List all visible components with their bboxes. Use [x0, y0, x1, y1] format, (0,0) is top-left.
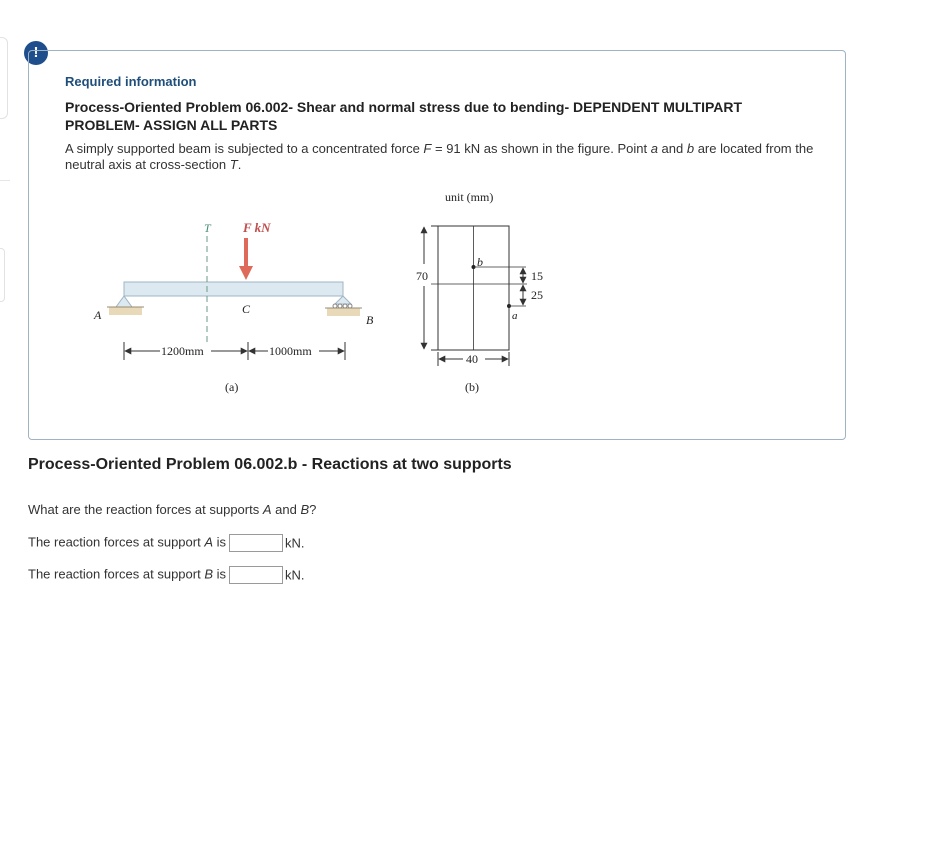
label-a: A: [94, 308, 102, 322]
left-panel-edge-2: [0, 248, 5, 302]
roller-support-b: [335, 296, 351, 304]
beam: [124, 282, 343, 296]
left-divider: [0, 180, 10, 181]
label-force: F kN: [243, 220, 271, 235]
dim-15: 15: [531, 269, 543, 283]
dim-1000: 1000mm: [269, 344, 312, 358]
roller-1: [333, 304, 337, 308]
label-c: C: [242, 302, 251, 316]
answer-row-a: The reaction forces at support A is kN.: [28, 534, 305, 551]
answer-row-b: The reaction forces at support B is kN.: [28, 566, 305, 583]
problem-title: Process-Oriented Problem 06.002- Shear and normal stress due to bending- DEPENDENT MULTIPART PROBLEM- ASSIGN ALL PARTS: [65, 99, 743, 133]
dim-40: 40: [466, 352, 478, 366]
question-text: What are the reaction forces at supports A and B?: [28, 502, 317, 517]
part-title: Process-Oriented Problem 06.002.b - Reactions at two supports: [28, 456, 512, 473]
force-arrow-head: [239, 266, 253, 280]
roller-4: [348, 304, 352, 308]
required-information-label: Required information: [65, 74, 197, 89]
ground-b: [327, 308, 360, 316]
ground-a: [109, 307, 142, 315]
unit-label: unit (mm): [445, 190, 494, 204]
dim-70: 70: [416, 269, 428, 283]
force-arrow-shaft: [244, 238, 248, 266]
caption-a: (a): [225, 380, 239, 394]
point-b-label: b: [477, 255, 483, 269]
required-information-box: [28, 50, 846, 440]
left-panel-edge: [0, 37, 8, 119]
reaction-a-input[interactable]: [229, 534, 283, 552]
problem-description: A simply supported beam is subjected to a concentrated force F = 91 kN as shown in the figure. Point a and b are located from the neutral axis at cross-section T.: [65, 141, 814, 172]
problem-figure: [65, 186, 555, 416]
reaction-b-input[interactable]: [229, 566, 283, 584]
label-b: B: [366, 313, 374, 327]
roller-3: [343, 304, 347, 308]
label-t: T: [204, 221, 211, 235]
point-a-label: a: [512, 310, 518, 322]
roller-2: [338, 304, 342, 308]
alert-icon: !: [24, 41, 48, 65]
pin-support-a: [116, 296, 132, 307]
caption-b: (b): [465, 380, 479, 394]
dim-1200: 1200mm: [161, 344, 204, 358]
dim-25: 25: [531, 288, 543, 302]
